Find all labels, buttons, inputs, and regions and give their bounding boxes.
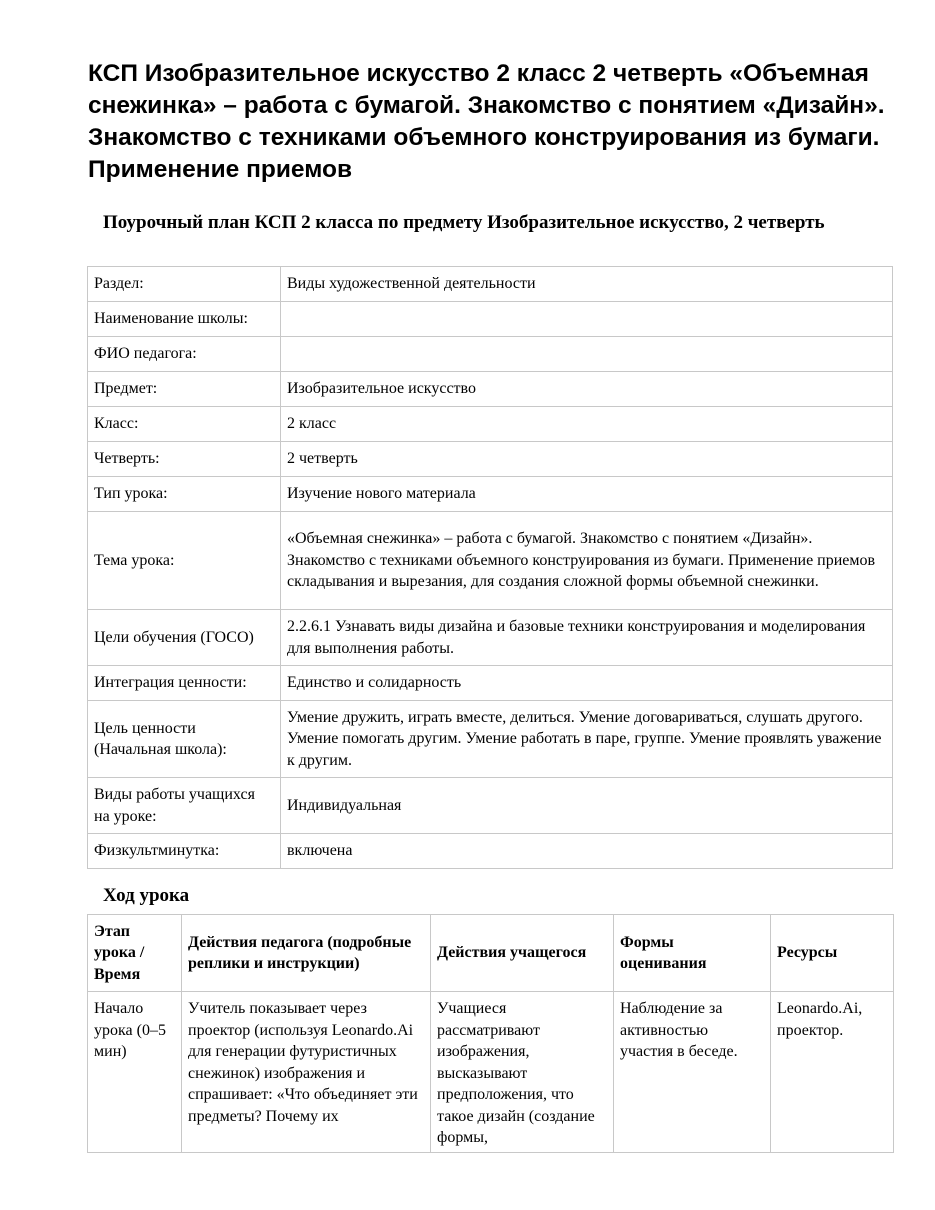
- row-value: 2 четверть: [281, 442, 893, 477]
- column-header-assessment: Формы оценивания: [614, 915, 771, 992]
- row-value: Умение дружить, играть вместе, делиться. Умение договариваться, слушать другого. Умение помогать другим. Умение работать в паре, группе. Умение проявлять уважение к другим.: [281, 701, 893, 778]
- row-value: «Объемная снежинка» – работа с бумагой. Знакомство с понятием «Дизайн». Знакомство с техниками объемного конструирования из бумаги. Применение приемов складывания и вырезания, для создания сложной формы объемной снежинки.: [281, 512, 893, 610]
- table-row: [88, 407, 893, 442]
- table-row: [88, 267, 893, 302]
- row-value: Изобразительное искусство: [281, 372, 893, 407]
- table-row: [88, 834, 893, 869]
- row-value: 2 класс: [281, 407, 893, 442]
- row-label: Раздел:: [88, 267, 281, 302]
- cell-assessment: [614, 992, 771, 1153]
- column-header-teacher-actions: Действия педагога (подробные реплики и инструкции): [182, 915, 431, 992]
- row-label: Класс:: [88, 407, 281, 442]
- table-row: [88, 337, 893, 372]
- table-row: [88, 512, 893, 610]
- cell-resources: [771, 992, 894, 1153]
- cell-teacher-actions: [182, 992, 431, 1153]
- row-label: Виды работы учащихся на уроке:: [88, 778, 281, 834]
- row-label: Тема урока:: [88, 512, 281, 610]
- plan-title: Поурочный план КСП 2 класса по предмету Изобразительное искусство, 2 четверть: [103, 212, 825, 233]
- table-row: [88, 610, 893, 666]
- table-row: [88, 477, 893, 512]
- cell-stage: [88, 992, 182, 1153]
- table-row: [88, 666, 893, 701]
- table-row: [88, 701, 893, 778]
- cell-text: Учащиеся рассматривают изображения, высказывают предположения, что такое дизайн (создание формы,: [437, 1000, 595, 1146]
- row-label: ФИО педагога:: [88, 337, 281, 372]
- cell-text: Leonardo.Ai, проектор.: [777, 1000, 863, 1039]
- cell-text: Наблюдение за активностью участия в беседе.: [620, 1000, 738, 1060]
- row-label: Предмет:: [88, 372, 281, 407]
- row-value: Индивидуальная: [281, 778, 893, 834]
- column-header-resources: Ресурсы: [771, 915, 894, 992]
- table-header-row: [88, 915, 894, 992]
- row-label: Цели обучения (ГОСО): [88, 610, 281, 666]
- row-label: Тип урока:: [88, 477, 281, 512]
- cell-text: Начало урока (0–5 мин): [94, 1000, 166, 1060]
- table-row: [88, 302, 893, 337]
- row-label: Физкультминутка:: [88, 834, 281, 869]
- lesson-info-table: [87, 266, 893, 869]
- lesson-course-title: Ход урока: [103, 885, 190, 906]
- row-label: Наименование школы:: [88, 302, 281, 337]
- row-label: Цель ценности (Начальная школа):: [88, 701, 281, 778]
- row-value: Изучение нового материала: [281, 477, 893, 512]
- column-header-student-actions: Действия учащегося: [431, 915, 614, 992]
- page-title: КСП Изобразительное искусство 2 класс 2 четверть «Объемная снежинка» – работа с бумагой. Знакомство с понятием «Дизайн». Знакомство с техниками объемного конструирования из бумаги. Применение приемов: [88, 60, 885, 183]
- table-row: [88, 372, 893, 407]
- row-value: Единство и солидарность: [281, 666, 893, 701]
- row-value: Виды художественной деятельности: [281, 267, 893, 302]
- row-label: Интеграция ценности:: [88, 666, 281, 701]
- cell-student-actions: [431, 992, 614, 1153]
- row-value: 2.2.6.1 Узнавать виды дизайна и базовые техники конструирования и моделирования для выполнения работы.: [281, 610, 893, 666]
- row-value: [281, 337, 893, 372]
- table-row: [88, 778, 893, 834]
- lesson-course-table: [87, 914, 894, 1153]
- table-row: [88, 992, 894, 1153]
- row-label: Четверть:: [88, 442, 281, 477]
- table-row: [88, 442, 893, 477]
- row-value: [281, 302, 893, 337]
- column-header-stage: Этап урока / Время: [88, 915, 182, 992]
- row-value: включена: [281, 834, 893, 869]
- cell-text: Учитель показывает через проектор (используя Leonardo.Ai для генерации футуристичных снежинок) изображения и спрашивает: «Что объединяет эти предметы? Почему их: [188, 1000, 418, 1125]
